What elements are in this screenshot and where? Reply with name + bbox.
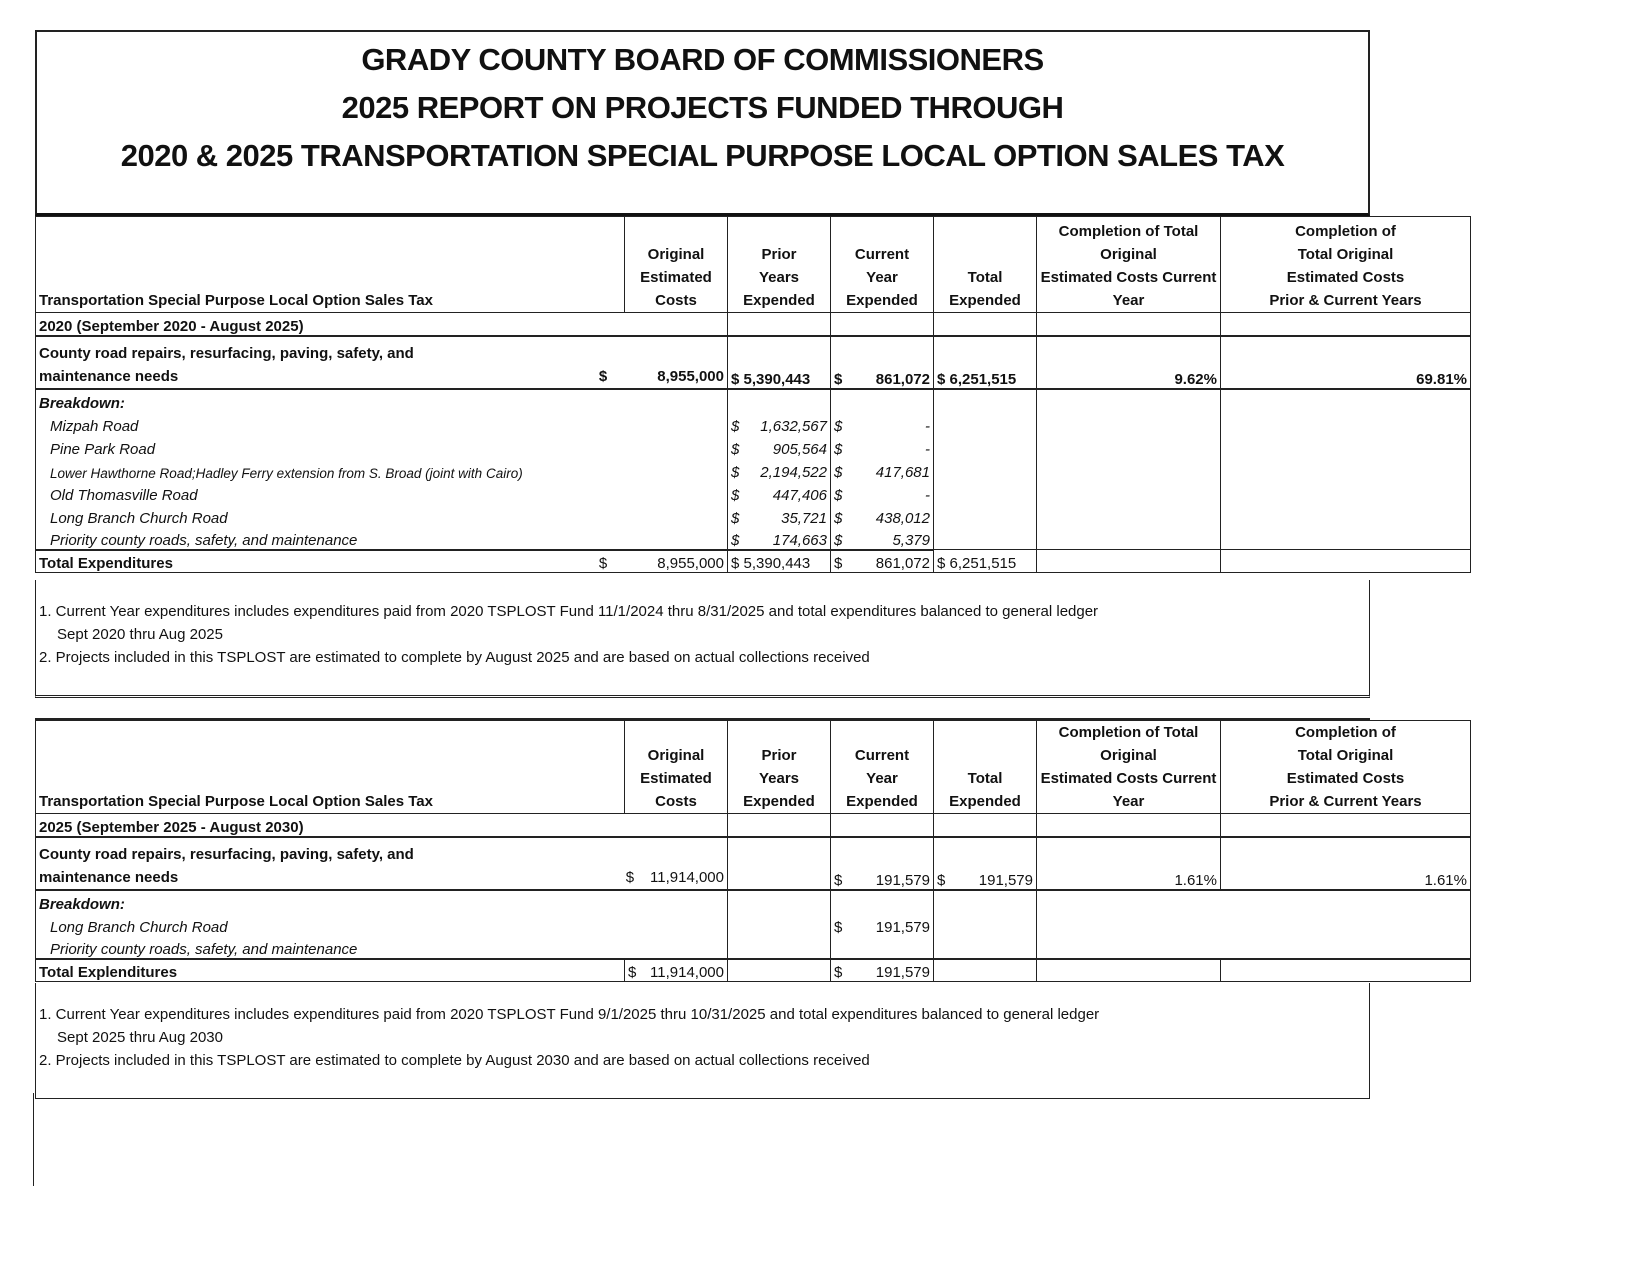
period-label: 2020 (September 2020 - August 2025) [36, 313, 728, 336]
header-description: Transportation Special Purpose Local Option Sales Tax [36, 721, 625, 814]
breakdown-row: Long Branch Church Road $ 35,721 $ 438,012 [36, 504, 1471, 527]
title-line-3: 2020 & 2025 TRANSPORTATION SPECIAL PURPOSE LOCAL OPTION SALES TAX [120, 138, 1285, 173]
total-prior: $ 5,390,443 [728, 550, 831, 573]
header-completion-current: Completion of Total Original Estimated Costs Current Year [1037, 217, 1221, 313]
note-1: 1. Current Year expenditures includes expenditures paid from 2020 TSPLOST Fund 11/1/2024 thru 8/31/2025 and total expenditures balanced to general ledger [39, 603, 1099, 620]
breakdown-name: Lower Hawthorne Road;Hadley Ferry extension from S. Broad (joint with Cairo) [36, 458, 728, 481]
total-current: $ 191,579 [831, 959, 934, 982]
total-label: Total Explenditures [36, 959, 625, 982]
title-line-2: 2025 REPORT ON PROJECTS FUNDED THROUGH [341, 90, 1064, 125]
note-1-cont: Sept 2025 thru Aug 2030 [57, 1029, 223, 1046]
header-current-year: Current Year Expended [831, 217, 934, 313]
total-label-cell: Total Expenditures $ 8,955,000 [36, 550, 728, 573]
breakdown-name: Mizpah Road [36, 412, 728, 435]
main-project-cell: County road repairs, resurfacing, paving, safety, and maintenance needs $ 8,955,000 [36, 336, 728, 389]
breakdown-name: Long Branch Church Road [36, 504, 728, 527]
header-row [36, 721, 1471, 814]
note-2: 2. Projects included in this TSPLOST are estimated to complete by August 2025 and are based on actual collections received [39, 649, 870, 666]
total-row [36, 550, 1471, 573]
breakdown-name: Priority county roads, safety, and maintenance [36, 936, 728, 959]
header-original-costs: Original Estimated Costs [625, 721, 728, 814]
main-project-row [36, 336, 1471, 389]
header-total-expended: Total Expended [934, 217, 1037, 313]
period-row [36, 313, 1471, 336]
note-1: 1. Current Year expenditures includes expenditures paid from 2020 TSPLOST Fund 9/1/2025 thru 10/31/2025 and total expenditures balanced to general ledger [39, 1006, 1100, 1023]
breakdown-row: Pine Park Road $ 905,564 $ - [36, 435, 1471, 458]
breakdown-row [36, 936, 1471, 959]
main-current: $ 191,579 [831, 837, 934, 890]
notes-2025 [35, 983, 1370, 1099]
breakdown-label: Breakdown: [36, 890, 728, 913]
main-pct-total: 1.61% [1221, 837, 1471, 890]
border-artifact-line [33, 1093, 34, 1186]
main-pct-total: 69.81% [1221, 336, 1471, 389]
title-line-1: GRADY COUNTY BOARD OF COMMISSIONERS [361, 42, 1044, 77]
tsplost-2025-table [35, 720, 1471, 982]
breakdown-row: Lower Hawthorne Road;Hadley Ferry extension from S. Broad (joint with Cairo) $ 2,194,522 $ 417,681 [36, 458, 1471, 481]
breakdown-name: Old Thomasville Road [36, 481, 728, 504]
tsplost-2020-table [35, 216, 1471, 573]
main-prior: $ 5,390,443 [728, 336, 831, 389]
header-completion-total: Completion of Total Original Estimated Costs Prior & Current Years [1221, 217, 1471, 313]
period-label: 2025 (September 2025 - August 2030) [36, 814, 728, 837]
main-total: $ 6,251,515 [934, 336, 1037, 389]
main-total: $ 191,579 [934, 837, 1037, 890]
main-project-cell: County road repairs, resurfacing, paving, safety, and maintenance needs $ 11,914,000 [36, 837, 728, 890]
main-current: $ 861,072 [831, 336, 934, 389]
total-expended: $ 6,251,515 [934, 550, 1037, 573]
header-completion-total: Completion of Total Original Estimated Costs Prior & Current Years [1221, 721, 1471, 814]
header-completion-current: Completion of Total Original Estimated Costs Current Year [1037, 721, 1221, 814]
breakdown-row: Old Thomasville Road $ 447,406 $ - [36, 481, 1471, 504]
total-current: $ 861,072 [831, 550, 934, 573]
main-project-row [36, 837, 1471, 890]
header-original-costs: Original Estimated Costs [625, 217, 728, 313]
header-prior-years: Prior Years Expended [728, 721, 831, 814]
note-2: 2. Projects included in this TSPLOST are estimated to complete by August 2030 and are based on actual collections received [39, 1052, 870, 1069]
header-description: Transportation Special Purpose Local Option Sales Tax [36, 217, 625, 313]
note-1-cont: Sept 2020 thru Aug 2025 [57, 626, 223, 643]
report-title-block [35, 30, 1370, 216]
main-pct-current: 9.62% [1037, 336, 1221, 389]
breakdown-row: Priority county roads, safety, and maintenance $ 174,663 $ 5,379 [36, 527, 1471, 550]
period-row [36, 814, 1471, 837]
breakdown-row: Long Branch Church Road $ 191,579 [36, 913, 1471, 936]
breakdown-name: Pine Park Road [36, 435, 728, 458]
total-row [36, 959, 1471, 982]
header-current-year: Current Year Expended [831, 721, 934, 814]
breakdown-label-row [36, 389, 1471, 412]
main-pct-current: 1.61% [1037, 837, 1221, 890]
header-total-expended: Total Expended [934, 721, 1037, 814]
notes-2020 [35, 580, 1370, 698]
header-prior-years: Prior Years Expended [728, 217, 831, 313]
breakdown-row: Mizpah Road $ 1,632,567 $ - [36, 412, 1471, 435]
header-row [36, 217, 1471, 313]
breakdown-name: Long Branch Church Road [36, 913, 728, 936]
breakdown-label: Breakdown: [36, 389, 728, 412]
total-original: $ 11,914,000 [625, 959, 728, 982]
breakdown-label-row [36, 890, 1471, 913]
breakdown-name: Priority county roads, safety, and maintenance [36, 527, 728, 550]
